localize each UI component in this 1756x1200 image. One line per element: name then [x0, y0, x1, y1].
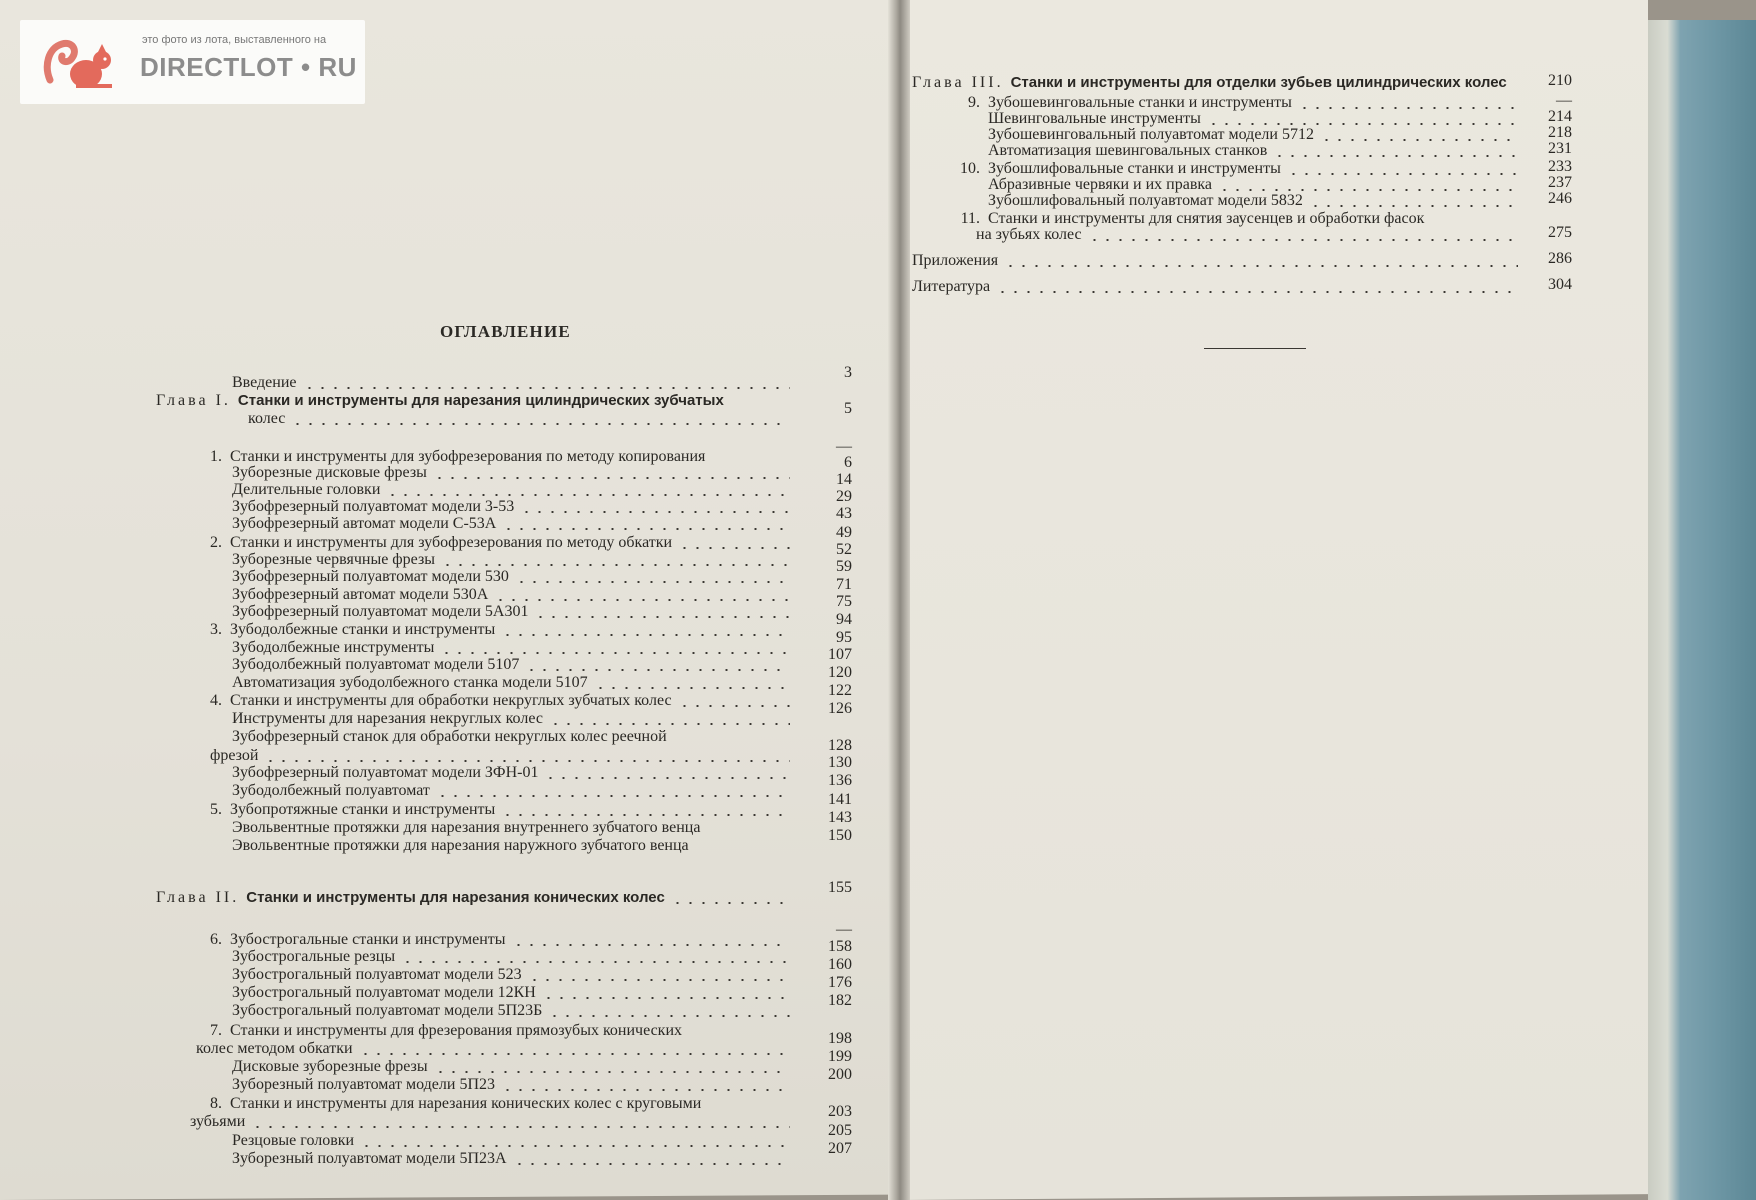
toc-dot-leader — [359, 1053, 790, 1055]
toc-entry-label: Зубофрезерный станок для обработки некруглых колес реечной — [232, 728, 667, 745]
toc-dot-leader — [303, 387, 791, 389]
toc-page-number: 160 — [828, 956, 852, 973]
toc-entry-row — [0, 224, 1572, 244]
toc-entry-label: Станки и инструменты для нарезания цилиндрических зубчатых — [237, 392, 724, 409]
toc-entry-text — [232, 837, 689, 855]
toc-entry-text — [248, 410, 285, 428]
toc-entry-label: Зубострогальный полуавтомат модели 12КН — [232, 984, 536, 1001]
toc-entry-label: Зуборезные дисковые фрезы — [232, 464, 427, 481]
toc-page-number: 218 — [1548, 124, 1572, 141]
toc-entry-text — [232, 515, 496, 533]
toc-page-number: 52 — [836, 541, 852, 558]
toc-entry-label: Зубодолбежный полуавтомат модели 5107 — [232, 656, 520, 673]
book-cover-edge — [1648, 20, 1756, 1200]
toc-entry-label: Эвольвентные протяжки для нарезания внутреннего зубчатого венца — [232, 819, 701, 836]
toc-entry-label: Делительные головки — [232, 481, 381, 498]
toc-page-number: 29 — [836, 488, 852, 505]
toc-dot-leader — [401, 961, 790, 963]
toc-section-row — [0, 791, 880, 819]
toc-page-number: 130 — [828, 754, 852, 771]
watermark-brand: DIRECTLOT • RU — [140, 52, 357, 82]
toc-page-number: 126 — [828, 700, 852, 717]
toc-entry-label: Дисковые зуборезные фрезы — [232, 1058, 428, 1075]
toc-page-number: 155 — [828, 879, 852, 896]
toc-entry-label: Станки и инструменты для зубофрезерования по методу обкатки — [230, 534, 673, 551]
toc-dot-leader — [501, 634, 790, 636]
toc-entry-label: Введение — [232, 374, 297, 391]
toc-dot-leader — [534, 616, 790, 618]
toc-entry-text — [232, 1076, 495, 1094]
toc-entry-row — [0, 726, 880, 746]
toc-page-number: 237 — [1548, 174, 1572, 191]
toc-page-number: 203 — [828, 1103, 852, 1120]
toc-page-number: 136 — [828, 772, 852, 789]
toc-entry-label: Зубошевинговальный полуавтомат модели 5712 — [988, 126, 1314, 143]
toc-chapter-row — [0, 390, 880, 410]
toc-entry-text — [232, 728, 667, 746]
toc-entry-text — [912, 252, 998, 270]
toc-entry-row — [0, 276, 1572, 296]
toc-page-number: 200 — [828, 1066, 852, 1083]
toc-page-number: 205 — [828, 1122, 852, 1139]
toc-dot-leader — [360, 1145, 790, 1147]
toc-dot-leader — [1309, 205, 1518, 207]
toc-entry-label: Зубодолбежные станки и инструменты — [230, 621, 496, 638]
toc-dot-leader — [513, 1163, 790, 1165]
toc-chapter-prefix: Глава II. — [156, 889, 247, 906]
toc-page-number: 5 — [844, 400, 852, 417]
toc-page-number: 182 — [828, 992, 852, 1009]
toc-entry-label: на зубьях колес — [976, 226, 1082, 243]
toc-entry-label: Зубодолбежные инструменты — [232, 639, 435, 656]
toc-section-number: 1. — [210, 448, 222, 465]
toc-dot-leader — [528, 979, 790, 981]
toc-entry-label: Станки и инструменты для нарезания конических колес с круговыми — [230, 1095, 702, 1112]
toc-page-number: 71 — [836, 576, 852, 593]
toc-entry-label: Зуборезные червячные фрезы — [232, 551, 436, 568]
toc-dot-leader — [1218, 189, 1518, 191]
toc-section-number: 4. — [210, 692, 222, 709]
toc-page-number: — — [836, 921, 852, 938]
toc-entry-text — [988, 192, 1303, 210]
toc-entry-label: Зубодолбежный полуавтомат — [232, 782, 430, 799]
toc-page-number: 176 — [828, 974, 852, 991]
toc-entry-label: Зубострогальный полуавтомат модели 5П23Б — [232, 1002, 543, 1019]
toc-dot-leader — [671, 902, 790, 904]
toc-entry-label: Зубошевинговальные станки и инструменты — [988, 94, 1292, 111]
toc-dot-leader — [515, 581, 790, 583]
toc-entry-label: Абразивные червяки и их правка — [988, 176, 1212, 193]
toc-page-number: — — [1556, 92, 1572, 109]
toc-entry-label: Зубошлифовальный полуавтомат модели 5832 — [988, 192, 1303, 209]
toc-page-number: 128 — [828, 737, 852, 754]
toc-dot-leader — [525, 669, 790, 671]
toc-page-number: 107 — [828, 646, 852, 663]
toc-entry-label: колес методом обкатки — [196, 1040, 353, 1057]
toc-page-number: 75 — [836, 593, 852, 610]
toc-entry-text — [912, 74, 1507, 92]
toc-page-number: 3 — [844, 364, 852, 381]
toc-dot-leader — [544, 777, 790, 779]
toc-entry-label: Зубофрезерный автомат модели 530А — [232, 586, 489, 603]
toc-section-number: 8. — [210, 1095, 222, 1112]
toc-title: ОГЛАВЛЕНИЕ — [440, 322, 571, 341]
toc-dot-leader — [1298, 107, 1518, 109]
toc-page-number: 95 — [836, 629, 852, 646]
toc-entry-row — [0, 364, 880, 392]
toc-chapter-prefix: Глава III. — [912, 74, 1011, 91]
toc-section-number: 10. — [960, 160, 980, 177]
toc-entry-label: Зубострогальный полуавтомат модели 523 — [232, 966, 522, 983]
toc-section-number: 6. — [210, 931, 222, 948]
toc-entry-label: Литература — [912, 278, 991, 295]
toc-page-number: 141 — [828, 791, 852, 808]
toc-dot-leader — [501, 814, 790, 816]
toc-page-number: 120 — [828, 664, 852, 681]
toc-dot-leader — [1287, 173, 1518, 175]
toc-page-number: 233 — [1548, 158, 1572, 175]
toc-dot-leader — [1207, 123, 1518, 125]
toc-entry-label: Приложения — [912, 252, 999, 269]
toc-entry-label: Зубопротяжные станки и инструменты — [230, 801, 496, 818]
watermark-caption: это фото из лота, выставленного на — [142, 34, 327, 46]
toc-entry-label: Зубофрезерный автомат модели С-53А — [232, 515, 497, 532]
toc-section-row — [0, 1093, 880, 1113]
toc-entry-label: Резцовые головки — [232, 1132, 355, 1149]
toc-entry-label: Шевинговальные инструменты — [988, 110, 1201, 127]
toc-page-number: 94 — [836, 611, 852, 628]
toc-page-number: 49 — [836, 524, 852, 541]
toc-page-number: 59 — [836, 558, 852, 575]
toc-entry-label: Зубофрезерный полуавтомат модели ЗФН-01 — [232, 764, 539, 781]
toc-dot-leader — [1088, 239, 1518, 241]
toc-section-row — [0, 1020, 880, 1040]
toc-chapter-row — [0, 72, 1572, 92]
toc-entry-label: Зубофрезерный полуавтомат модели 5А301 — [232, 603, 529, 620]
toc-entry-label: Станки и инструменты для снятия заусенцев и обработки фасок — [988, 210, 1425, 227]
toc-entry-text — [232, 782, 430, 800]
toc-entry-text — [988, 142, 1267, 160]
toc-entry-row — [0, 250, 1572, 270]
toc-dot-leader — [501, 1089, 790, 1091]
end-rule — [1204, 348, 1306, 349]
toc-entry-row — [0, 140, 1572, 160]
toc-section-number: 7. — [210, 1022, 222, 1039]
toc-dot-leader — [1273, 155, 1518, 157]
toc-chapter-prefix: Глава I. — [156, 392, 238, 409]
toc-page-number: 275 — [1548, 224, 1572, 241]
toc-dot-leader — [678, 705, 790, 707]
toc-entry-text — [232, 1150, 507, 1168]
toc-dot-leader — [549, 723, 790, 725]
toc-entry-label: колес — [248, 410, 286, 427]
toc-entry-label: Инструменты для нарезания некруглых колес — [232, 710, 543, 727]
toc-page-number: 143 — [828, 809, 852, 826]
toc-dot-leader — [291, 423, 790, 425]
toc-entry-label: Зубофрезерный полуавтомат модели 530 — [232, 568, 509, 585]
toc-entry-label: Станки и инструменты для нарезания конических колес — [246, 889, 665, 906]
toc-entry-label: Автоматизация зубодолбежного станка модели 5107 — [232, 674, 588, 691]
toc-page-number: 14 — [836, 471, 852, 488]
toc-entry-label: Зубострогальные резцы — [232, 948, 396, 965]
toc-entry-label: Зубошлифовальные станки и инструменты — [988, 160, 1281, 177]
toc-entry-text — [190, 1113, 245, 1131]
toc-dot-leader — [548, 1015, 790, 1017]
toc-page-number: 6 — [844, 454, 852, 471]
toc-page-number: 207 — [828, 1140, 852, 1157]
toc-section-number: 11. — [960, 210, 980, 227]
toc-entry-label: Зуборезный полуавтомат модели 5П23 — [232, 1076, 495, 1093]
toc-entry-row — [0, 190, 1572, 210]
toc-page-number: 210 — [1548, 72, 1572, 89]
toc-entry-text — [232, 1002, 542, 1020]
toc-page-number: — — [836, 438, 852, 455]
toc-page-number: 286 — [1548, 250, 1572, 267]
toc-page-number: 246 — [1548, 190, 1572, 207]
toc-page-number: 43 — [836, 505, 852, 522]
toc-entry-label: Станки и инструменты для зубофрезерования по методу копирования — [230, 448, 706, 465]
toc-entry-text — [976, 226, 1082, 244]
toc-page-number: 199 — [828, 1048, 852, 1065]
toc-entry-row — [0, 1122, 880, 1150]
toc-page-number: 214 — [1548, 108, 1572, 125]
toc-entry-label: Эвольвентные протяжки для нарезания наружного зубчатого венца — [232, 837, 689, 854]
toc-dot-leader — [434, 1071, 790, 1073]
toc-entry-label: зубьями — [190, 1113, 246, 1130]
book-spine — [888, 0, 910, 1200]
toc-dot-leader — [1320, 139, 1518, 141]
toc-entry-label: Станки и инструменты для фрезерования прямозубых конических — [230, 1022, 683, 1039]
toc-dot-leader — [436, 795, 790, 797]
toc-dot-leader — [502, 528, 790, 530]
toc-section-number: 2. — [210, 534, 222, 551]
toc-page-number: 122 — [828, 682, 852, 699]
toc-entry-label: Зубофрезерный полуавтомат модели 3-53 — [232, 498, 515, 515]
toc-entry-label: Станки и инструменты для обработки некруглых зубчатых колес — [230, 692, 672, 709]
toc-page-number: 150 — [828, 827, 852, 844]
toc-entry-text — [156, 889, 665, 907]
toc-entry-label: фрезой — [210, 747, 259, 764]
toc-dot-leader — [251, 1126, 790, 1128]
toc-entry-text — [912, 278, 990, 296]
toc-dot-leader — [542, 997, 790, 999]
toc-entry-label: Зуборезный полуавтомат модели 5П23А — [232, 1150, 507, 1167]
toc-page-number: 231 — [1548, 140, 1572, 157]
toc-section-number: 5. — [210, 801, 222, 818]
toc-entry-label: Зубострогальные станки и инструменты — [230, 931, 506, 948]
toc-entry-label: Автоматизация шевинговальных станков — [988, 142, 1268, 159]
toc-page-number: 158 — [828, 938, 852, 955]
toc-dot-leader — [996, 291, 1518, 293]
toc-section-number: 9. — [968, 94, 980, 111]
toc-dot-leader — [1004, 265, 1518, 267]
toc-section-number: 3. — [210, 621, 222, 638]
toc-page-number: 198 — [828, 1030, 852, 1047]
toc-page-number: 304 — [1548, 276, 1572, 293]
toc-chapter-row — [0, 879, 880, 907]
toc-entry-label: Станки и инструменты для отделки зубьев цилиндрических колес — [1010, 74, 1507, 91]
toc-dot-leader — [594, 687, 790, 689]
